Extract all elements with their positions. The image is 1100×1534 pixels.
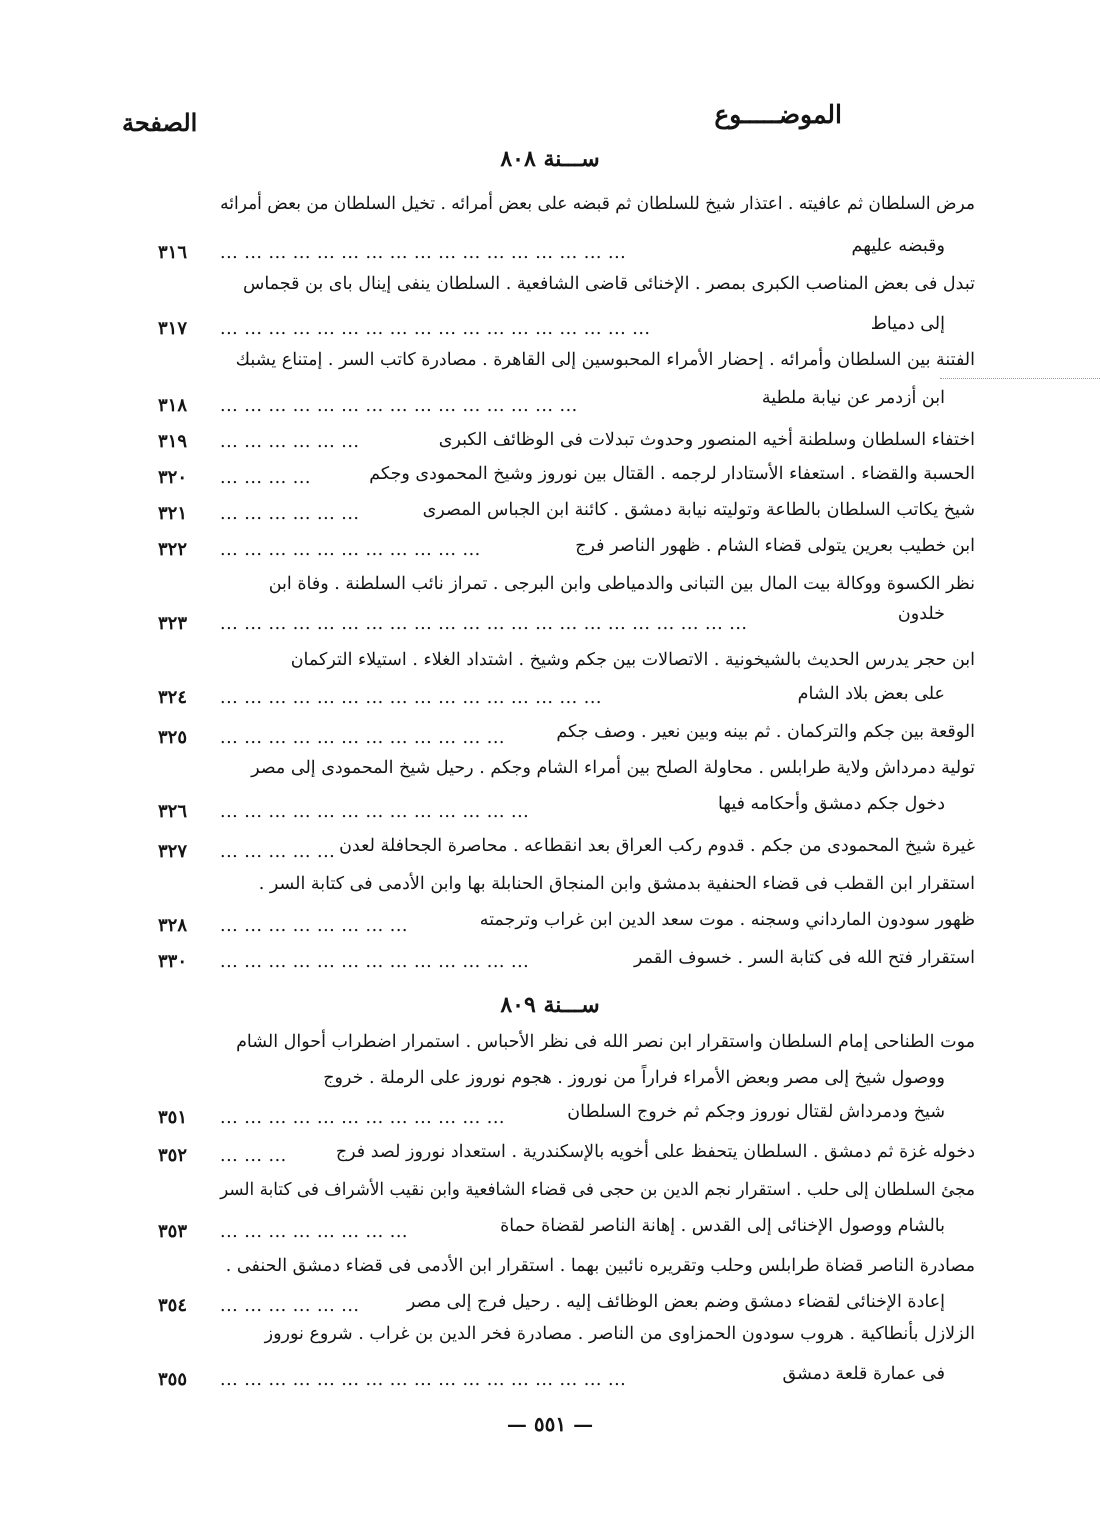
- header-topic: الموضـــــوع: [714, 100, 842, 129]
- entry-topic: اختفاء السلطان وسلطنة أخيه المنصور وحدوث تبدلات فى الوظائف الكبرى: [438, 430, 975, 450]
- entry-topic-continuation: دخول جكم دمشق وأحكامه فيها: [717, 794, 945, 814]
- entry-topic: ابن خطيب بعرين يتولى قضاء الشام . ظهور الناصر فرج: [575, 536, 975, 556]
- leader-dots: ... ... ... ... ... ... ... ... ... ... ... ... ... ... ... ... ... ...: [220, 319, 651, 339]
- leader-dots: ... ... ... ... ... ... ... ... ... ... ...: [220, 540, 481, 560]
- entry-topic-continuation: على بعض بلاد الشام: [797, 684, 945, 704]
- entry-topic: مصادرة الناصر قضاة طرابلس وحلب وتقريره نائبين بهما . استقرار ابن الأدمى فى قضاء دمشق الحنفى .: [225, 1256, 975, 1276]
- entry-topic-continuation: وقبضه عليهم: [851, 236, 945, 256]
- entry-topic: غيرة شيخ المحمودى من جكم . قدوم ركب العراق بعد انقطاعه . محاصرة الجحافلة لعدن: [339, 836, 975, 856]
- entry-topic: استقرار ابن القطب فى قضاء الحنفية بدمشق وابن المنجاق الحنابلة بها وابن الأدمى فى كتابة السر .: [258, 874, 975, 894]
- leader-dots: ... ... ... ... ... ... ... ... ... ... ... ... ... ... ... ... ...: [220, 1370, 627, 1390]
- header-page-label: الصفحة: [122, 108, 198, 137]
- entry-topic-continuation: بالشام ووصول الإخنائى إلى القدس . إهانة الناصر لقضاة حماة: [500, 1216, 945, 1236]
- entry-page-number: ٣٢٦: [158, 801, 188, 822]
- entry-topic-continuation: ووصول شيخ إلى مصر وبعض الأمراء فراراً من نوروز . هجوم نوروز على الرملة . خروج: [323, 1068, 945, 1088]
- entry-topic: تولية دمرداش ولاية طرابلس . محاولة الصلح بين أمراء الشام وجكم . رحيل شيخ المحمودى إلى مصر: [251, 758, 975, 778]
- leader-dots: ... ... ... ... ... ... ... ... ... ... ... ...: [220, 1108, 505, 1128]
- entry-page-number: ٣٣٠: [158, 951, 188, 972]
- page-number: — ٥٥١ —: [506, 1412, 594, 1436]
- entry-topic-continuation: ابن أزدمر عن نيابة ملطية: [761, 388, 945, 408]
- entry-topic: دخوله غزة ثم دمشق . السلطان يتحفظ على أخويه بالإسكندرية . استعداد نوروز لصد فرج: [335, 1142, 975, 1162]
- leader-dots: ... ... ... ... ...: [220, 842, 336, 862]
- leader-dots: ... ... ... ... ... ... ... ... ... ... ... ... ...: [220, 802, 530, 822]
- entry-page-number: ٣٢٥: [158, 727, 188, 748]
- year-heading: ســـنة ٨٠٨: [500, 146, 600, 172]
- entry-page-number: ٣٥٥: [158, 1369, 188, 1390]
- leader-dots: ... ... ... ... ... ... ... ... ... ... ... ... ... ... ... ...: [220, 688, 602, 708]
- entry-topic: الفتنة بين السلطان وأمرائه . إحضار الأمراء المحبوسين إلى القاهرة . مصادرة كاتب السر . إمتناع يشبك: [235, 350, 975, 370]
- entry-page-number: ٣١٦: [158, 242, 188, 263]
- leader-dots: ... ... ... ... ... ...: [220, 432, 360, 452]
- leader-dots: ... ... ... ... ... ... ... ...: [220, 916, 408, 936]
- leader-dots: ... ... ... ... ... ... ... ...: [220, 1222, 408, 1242]
- entry-topic: استقرار فتح الله فى كتابة السر . خسوف القمر: [633, 948, 975, 968]
- leader-dots: ... ... ...: [220, 1146, 287, 1166]
- entry-topic: الزلازل بأنطاكية . هروب سودون الحمزاوى من الناصر . مصادرة فخر الدين بن غراب . شروع نوروز: [264, 1324, 975, 1344]
- leader-dots: ... ... ... ... ... ... ... ... ... ... ... ... ...: [220, 952, 530, 972]
- entry-page-number: ٣٢١: [158, 503, 188, 524]
- entry-topic-continuation: شيخ ودمرداش لقتال نوروز وجكم ثم خروج السلطان: [567, 1102, 945, 1122]
- entry-page-number: ٣٢٨: [158, 915, 188, 936]
- entry-topic: الوقعة بين جكم والتركمان . ثم بينه وبين نعير . وصف جكم: [556, 722, 975, 742]
- leader-dots: ... ... ... ... ... ...: [220, 504, 360, 524]
- entry-page-number: ٣٥٣: [158, 1221, 188, 1242]
- entry-topic-continuation: إلى دمياط: [870, 314, 945, 334]
- margin-dotted-mark: [940, 378, 1100, 379]
- entry-topic: ابن حجر يدرس الحديث بالشيخونية . الاتصالات بين جكم وشيخ . اشتداد الغلاء . استيلاء التركمان: [290, 650, 975, 670]
- leader-dots: ... ... ... ... ... ... ... ... ... ... ... ... ... ... ... ... ...: [220, 243, 627, 263]
- entry-page-number: ٣٥١: [158, 1107, 188, 1128]
- entry-page-number: ٣٢٧: [158, 841, 188, 862]
- entry-topic: موت الطناحى إمام السلطان واستقرار ابن نصر الله فى نظر الأحباس . استمرار اضطراب أحوال الشام: [236, 1032, 975, 1052]
- entry-topic: مرض السلطان ثم عافيته . اعتذار شيخ للسلطان ثم قبضه على بعض أمرائه . تخيل السلطان من بعض أمرائه: [220, 194, 976, 214]
- leader-dots: ... ... ... ... ... ... ... ... ... ... ... ... ... ... ... ... ... ... ... ... ... ...: [220, 614, 748, 634]
- entry-topic-continuation: إعادة الإخنائى لقضاء دمشق وضم بعض الوظائف إليه . رحيل فرج إلى مصر: [406, 1292, 945, 1312]
- entry-topic: الحسبة والقضاء . استعفاء الأستادار لرجمه . القتال بين نوروز وشيخ المحمودى وجكم: [369, 464, 975, 484]
- leader-dots: ... ... ... ...: [220, 468, 311, 488]
- entry-topic-continuation: فى عمارة قلعة دمشق: [782, 1364, 945, 1384]
- entry-page-number: ٣٥٤: [158, 1295, 188, 1316]
- entry-topic: مجئ السلطان إلى حلب . استقرار نجم الدين بن حجى فى قضاء الشافعية وابن نقيب الأشراف فى كتابة السر: [220, 1180, 976, 1200]
- entry-page-number: ٣٢٢: [158, 539, 188, 560]
- entry-topic: شيخ يكاتب السلطان بالطاعة وتوليته نيابة دمشق . كائنة ابن الجباس المصرى: [422, 500, 975, 520]
- entry-page-number: ٣١٧: [158, 318, 188, 339]
- entry-topic: نظر الكسوة ووكالة بيت المال بين التبانى والدمياطى وابن البرجى . تمراز نائب السلطنة . وفاة ابن: [268, 574, 975, 594]
- entry-page-number: ٣٢٤: [158, 687, 188, 708]
- leader-dots: ... ... ... ... ... ... ... ... ... ... ... ... ... ... ...: [220, 396, 578, 416]
- entry-page-number: ٣٢٠: [158, 467, 188, 488]
- entry-page-number: ٣١٨: [158, 395, 188, 416]
- year-heading: ســـنة ٨٠٩: [500, 992, 600, 1018]
- entry-page-number: ٣٥٢: [158, 1145, 188, 1166]
- entry-topic-continuation: خلدون: [897, 604, 945, 624]
- entry-page-number: ٣٢٣: [158, 613, 188, 634]
- entry-topic-continuation: ظهور سودون المارداني وسجنه . موت سعد الدين ابن غراب وترجمته: [479, 910, 975, 930]
- leader-dots: ... ... ... ... ... ...: [220, 1296, 360, 1316]
- entry-page-number: ٣١٩: [158, 431, 188, 452]
- entry-topic: تبدل فى بعض المناصب الكبرى بمصر . الإخنائى قاضى الشافعية . السلطان ينفى إينال باى بن قجماس: [242, 274, 975, 294]
- leader-dots: ... ... ... ... ... ... ... ... ... ... ... ...: [220, 728, 505, 748]
